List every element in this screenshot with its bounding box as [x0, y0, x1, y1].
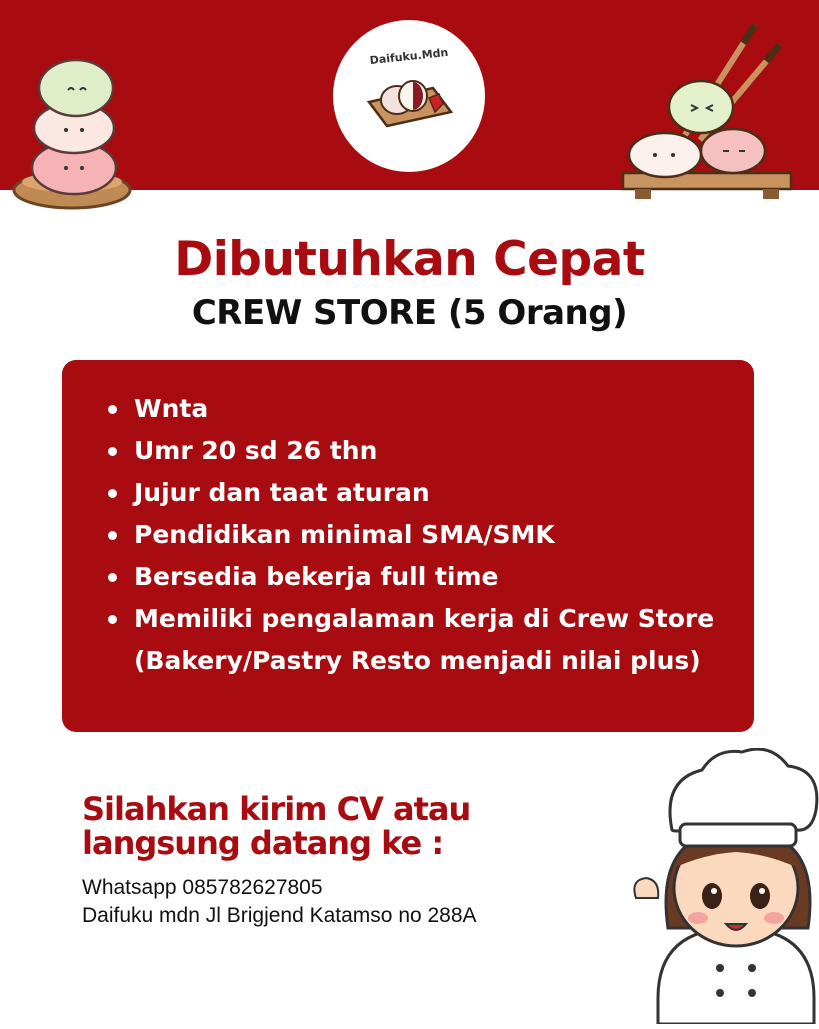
bullet-icon	[108, 573, 117, 582]
store-address: Daifuku mdn Jl Brigjend Katamso no 288A	[82, 904, 477, 927]
contact-info	[82, 874, 642, 930]
requirement-text: Wnta	[134, 394, 209, 423]
whatsapp-number: Whatsapp 085782627805	[82, 876, 323, 899]
page-title: Dibutuhkan Cepat	[174, 232, 645, 287]
bullet-icon	[108, 405, 117, 414]
requirement-text: Umr 20 sd 26 thn	[134, 436, 378, 465]
requirement-text: Jujur dan taat aturan	[134, 478, 430, 507]
list-item	[108, 388, 728, 430]
cta-line-2: langsung datang ke :	[82, 824, 444, 862]
bullet-icon	[108, 531, 117, 540]
list-item	[108, 472, 728, 514]
bullet-icon	[108, 489, 117, 498]
requirement-text: Memiliki pengalaman kerja di Crew Store (Bakery/Pastry Resto menjadi nilai plus)	[134, 604, 715, 675]
chef-girl-icon	[628, 748, 819, 1029]
requirements-list	[108, 388, 728, 682]
logo-text: Daifuku.Mdn	[369, 45, 449, 68]
daifuku-logo-icon	[363, 68, 455, 133]
mochi-stack-icon	[10, 50, 140, 220]
cta-line-1: Silahkan kirim CV atau	[82, 790, 471, 828]
page-subtitle: CREW STORE (5 Orang)	[191, 293, 628, 333]
list-item	[108, 556, 728, 598]
requirement-text: Bersedia bekerja full time	[134, 562, 499, 591]
bullet-icon	[108, 615, 117, 624]
requirement-text: Pendidikan minimal SMA/SMK	[134, 520, 555, 549]
list-item	[108, 514, 728, 556]
brand-logo	[333, 20, 485, 172]
list-item	[108, 430, 728, 472]
bullet-icon	[108, 447, 117, 456]
list-item	[108, 598, 728, 682]
mochi-chopsticks-icon	[615, 15, 800, 210]
cta-heading	[82, 792, 602, 860]
